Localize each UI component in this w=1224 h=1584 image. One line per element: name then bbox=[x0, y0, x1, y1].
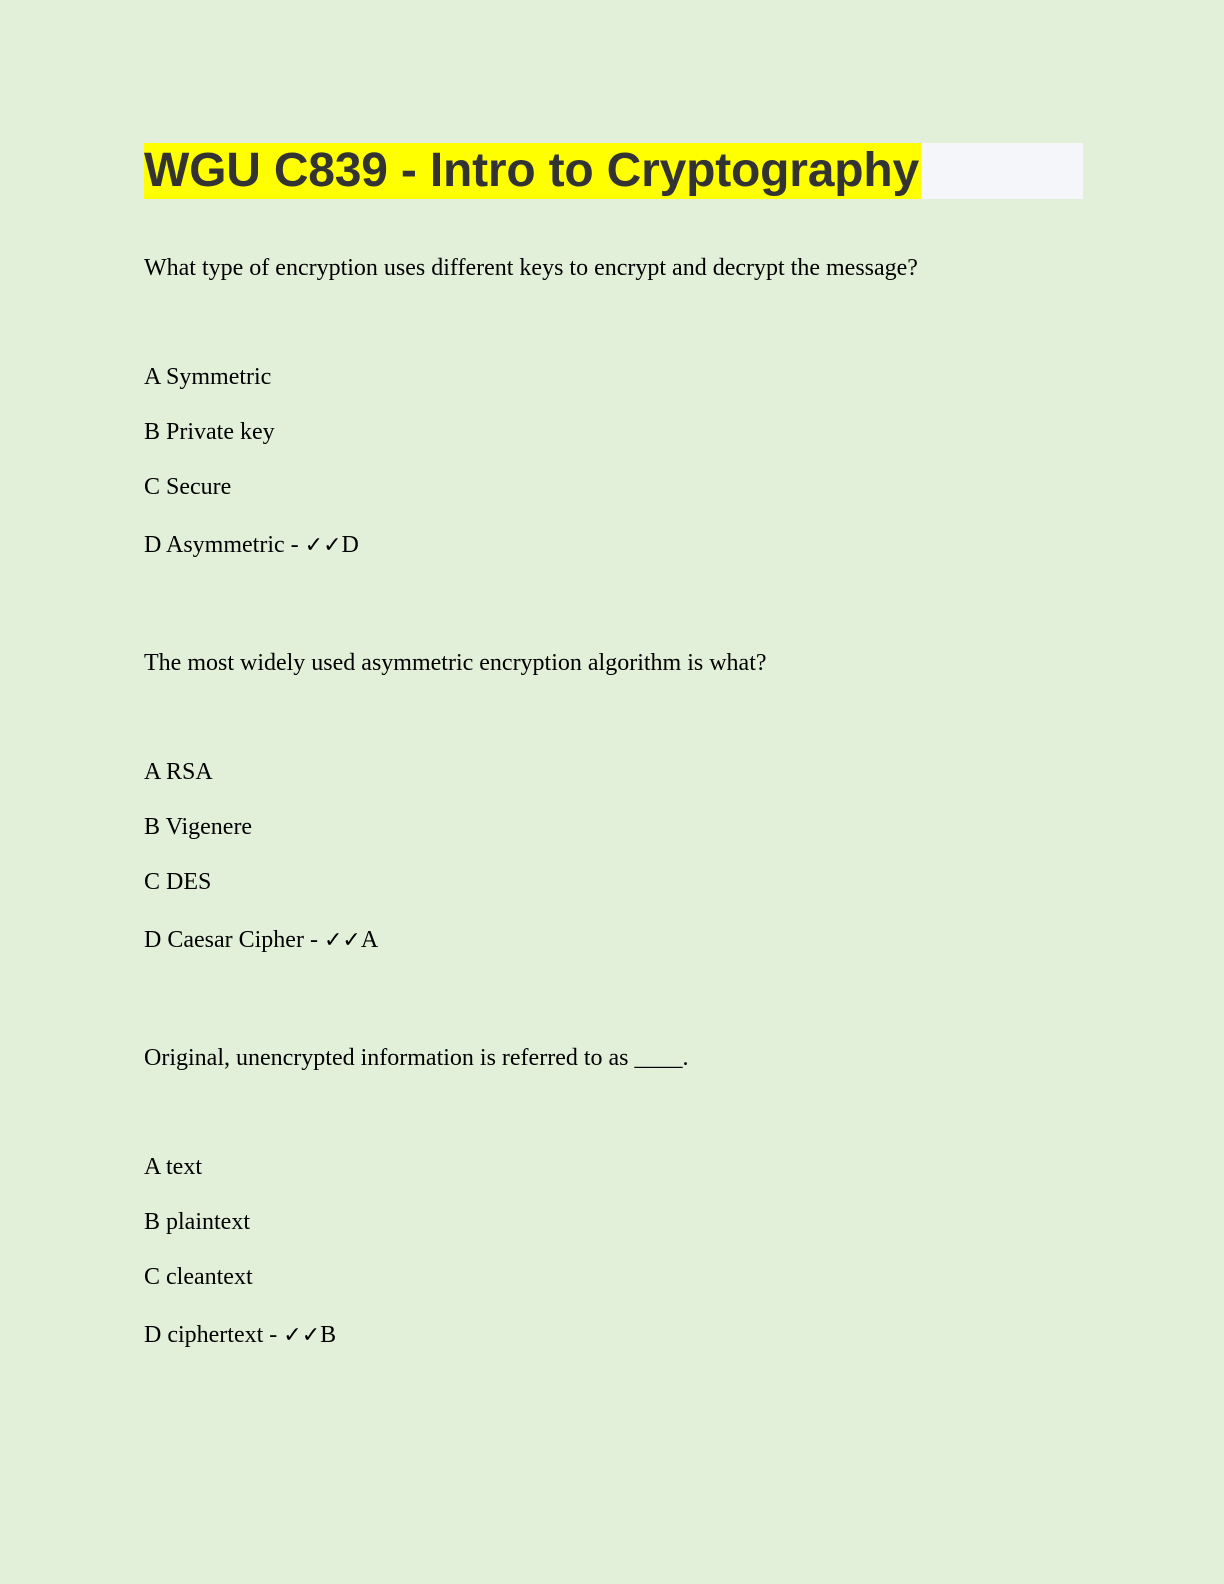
question-3-option-a: A text bbox=[144, 1154, 202, 1180]
question-2-text: The most widely used asymmetric encryption algorithm is what? bbox=[144, 650, 767, 676]
question-1-option-b: B Private key bbox=[144, 419, 275, 445]
question-1-option-d-label: D Asymmetric - bbox=[144, 532, 305, 558]
question-3-option-b: B plaintext bbox=[144, 1209, 250, 1235]
question-1-text: What type of encryption uses different keys to encrypt and decrypt the message? bbox=[144, 255, 918, 281]
document-title: WGU C839 - Intro to Cryptography bbox=[144, 144, 919, 197]
question-1-answer: D bbox=[341, 532, 359, 558]
question-2-answer: A bbox=[360, 927, 379, 953]
question-2-option-b: B Vigenere bbox=[144, 814, 253, 840]
question-3-answer: B bbox=[320, 1322, 337, 1348]
question-1-option-c: C Secure bbox=[144, 474, 232, 500]
check-mark-icon: ✓✓ bbox=[304, 533, 342, 558]
question-3-option-d bbox=[144, 1321, 336, 1350]
question-3-text: Original, unencrypted information is referred to as ____. bbox=[144, 1045, 689, 1071]
question-1-option-d bbox=[144, 531, 359, 560]
question-2-option-d-label: D Caesar Cipher - bbox=[144, 927, 324, 953]
question-3-option-d-label: D ciphertext - bbox=[144, 1322, 284, 1348]
question-2-option-a: A RSA bbox=[144, 759, 213, 785]
question-2-option-d bbox=[144, 926, 378, 955]
check-mark-icon: ✓✓ bbox=[283, 1323, 321, 1348]
check-mark-icon: ✓✓ bbox=[323, 928, 361, 953]
question-2-option-c: C DES bbox=[144, 869, 212, 895]
question-1-option-a: A Symmetric bbox=[144, 364, 272, 390]
question-3-option-c: C cleantext bbox=[144, 1264, 253, 1290]
